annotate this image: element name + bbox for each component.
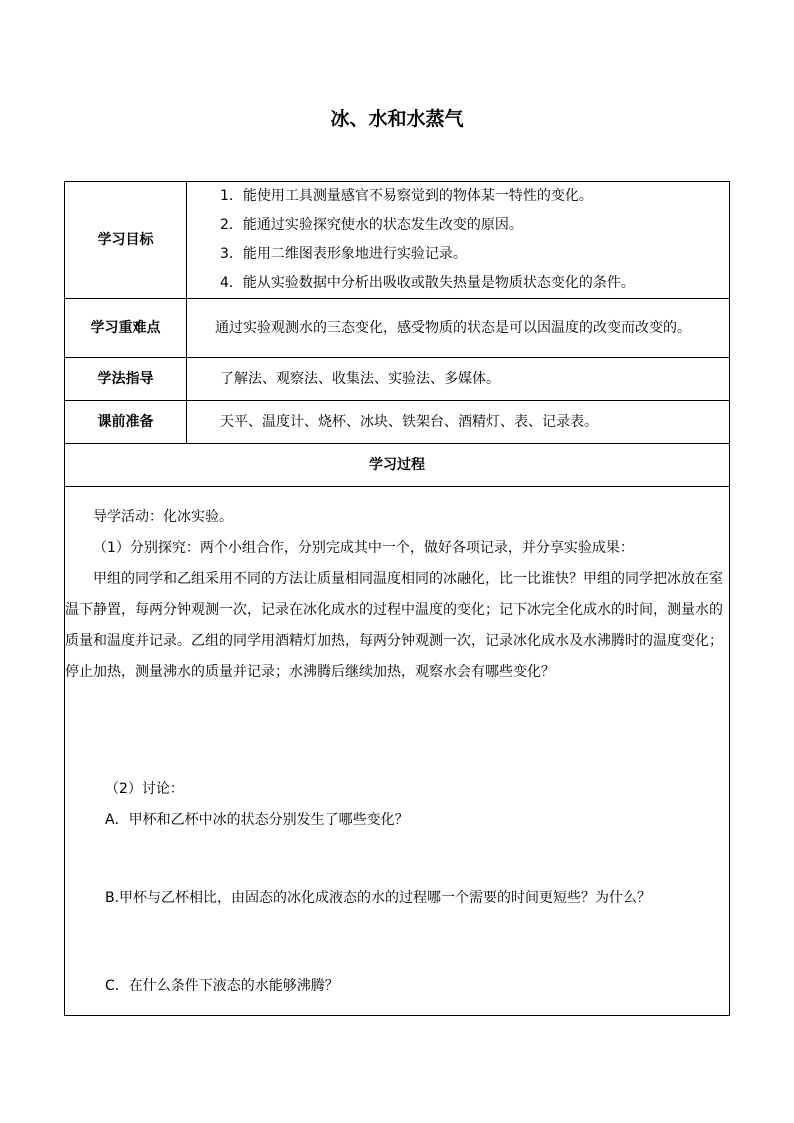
process-content: [65, 487, 730, 1016]
part1-text: （1）分别探究：两个小组合作，分别完成其中一个，做好各项记录，并分享实验成果：: [93, 539, 634, 556]
lesson-table: [64, 181, 730, 1016]
method-row: [65, 358, 730, 401]
answer-space: [65, 688, 729, 774]
goals-content: [187, 182, 730, 299]
method-text: 了解法、观察法、收集法、实验法、多媒体。: [220, 371, 500, 387]
prep-content: [187, 401, 730, 444]
process-heading-row: [65, 444, 730, 487]
experiment-body: 甲组的同学和乙组采用不同的方法让质量相同温度相同的冰融化，比一比谁快？甲组的同学把冰放在室温下静置，每两分钟观测一次，记录在冰化成水的过程中温度的变化；记下冰完全化成水的时间，测量水的质量和温度并记录。乙组的同学用酒精灯加热，每两分钟观测一次，记录冰化成水及水沸腾时的温度变化；停止加热，测量沸水的质量并记录；水沸腾后继续加热，观察水会有哪些变化？: [65, 570, 723, 680]
question-b: B.甲杯与乙杯相比，由固态的冰化成液态的水的过程哪一个需要的时间更短些？为什么？: [105, 889, 652, 906]
prep-text: 天平、温度计、烧杯、冰块、铁架台、酒精灯、表、记录表。: [220, 414, 598, 430]
question-c: C．在什么条件下液态的水能够沸腾？: [105, 977, 339, 994]
goals-label: 学习目标: [65, 182, 187, 299]
goal-item: 1．能使用工具测量感官不易察觉到的物体某一特性的变化。: [220, 188, 593, 204]
goal-item: 2．能通过实验探究使水的状态发生改变的原因。: [220, 217, 523, 233]
question-a: A．甲杯和乙杯中冰的状态分别发生了哪些变化？: [105, 811, 409, 828]
difficulty-text: 通过实验观测水的三态变化，感受物质的状态是可以因温度的改变而改变的。: [215, 320, 691, 336]
difficulty-content: [187, 299, 730, 358]
goal-item: 4．能从实验数据中分析出吸收或散失热量是物质状态变化的条件。: [220, 275, 635, 291]
method-content: [187, 358, 730, 401]
prep-label: 课前准备: [65, 401, 187, 444]
answer-space: [65, 913, 729, 971]
part2-text: （2）讨论：: [105, 780, 184, 797]
prep-row: [65, 401, 730, 444]
activity-text: 导学活动：化冰实验。: [93, 508, 233, 525]
answer-space: [65, 835, 729, 883]
difficulty-label: 学习重难点: [65, 299, 187, 358]
goals-row: [65, 182, 730, 299]
goal-item: 3．能用二维图表形象地进行实验记录。: [220, 246, 467, 262]
difficulty-row: [65, 299, 730, 358]
method-label: 学法指导: [65, 358, 187, 401]
process-row: [65, 487, 730, 1016]
process-heading: 学习过程: [65, 444, 730, 487]
page-title: 冰、水和水蒸气: [330, 108, 464, 130]
